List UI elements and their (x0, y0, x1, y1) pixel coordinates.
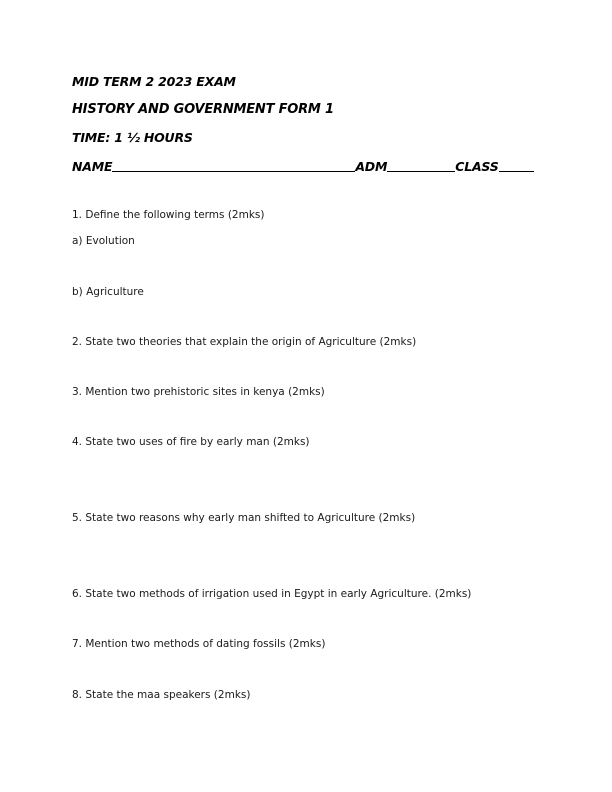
question-1b: b) Agriculture (72, 286, 144, 298)
student-details-line (72, 158, 534, 174)
class-blank[interactable] (499, 158, 534, 172)
adm-label: ADM (355, 159, 388, 174)
class-label: CLASS (455, 159, 499, 174)
exam-title: MID TERM 2 2023 EXAM (72, 74, 236, 89)
question-8: 8. State the maa speakers (2mks) (72, 689, 251, 701)
question-4: 4. State two uses of fire by early man (2mks) (72, 436, 310, 448)
question-1a: a) Evolution (72, 235, 135, 247)
question-5: 5. State two reasons why early man shifted to Agriculture (2mks) (72, 512, 416, 524)
question-6: 6. State two methods of irrigation used in Egypt in early Agriculture. (2mks) (72, 588, 472, 600)
exam-duration: TIME: 1 ½ HOURS (72, 130, 193, 145)
question-2: 2. State two theories that explain the origin of Agriculture (2mks) (72, 336, 417, 348)
question-7: 7. Mention two methods of dating fossils (2mks) (72, 638, 326, 650)
exam-subject: HISTORY AND GOVERNMENT FORM 1 (72, 102, 334, 117)
name-blank[interactable] (112, 158, 355, 172)
name-label: NAME (72, 159, 113, 174)
question-1: 1. Define the following terms (2mks) (72, 209, 265, 221)
adm-blank[interactable] (387, 158, 455, 172)
question-3: 3. Mention two prehistoric sites in kenya (2mks) (72, 386, 325, 398)
